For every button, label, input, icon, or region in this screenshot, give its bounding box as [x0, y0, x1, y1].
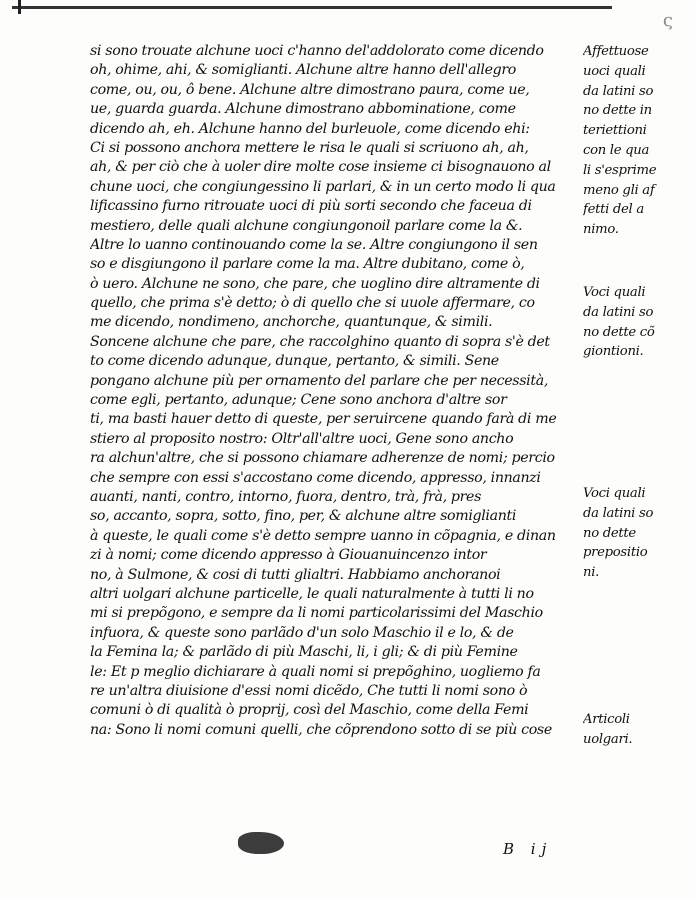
margin-note-line: Voci quali	[583, 285, 646, 300]
text-line: la Femina la; & parlãdo di più Maschi, li, i gli; & di più Femine	[90, 644, 518, 661]
text-line: infuora, & queste sono parlãdo d'un solo Maschio il e lo, & de	[90, 624, 514, 641]
text-line: si sono trouate alchune uoci c'hanno del'addolorato come dicendo	[90, 43, 544, 59]
text-line: zi à nomi; come dicendo appresso à Giouanuincenzo intor	[90, 547, 487, 564]
margin-note-line: no dette	[583, 525, 636, 541]
text-line: Soncene alchune che pare, che raccolghino quanto di sopra s'è det	[90, 333, 550, 350]
text-line: so, accanto, sopra, sotto, fino, per, & alchune altre somiglianti	[90, 508, 517, 525]
text-line: che sempre con essi s'accostano come dicendo, appresso, innanzi	[90, 469, 541, 486]
margin-note-line: meno gli af	[583, 182, 655, 198]
margin-note-interjections	[583, 42, 688, 240]
text-line: Altre lo uanno continouando come la se. Altre congiungono il sen	[90, 236, 538, 253]
margin-note-line: Voci quali	[583, 486, 646, 501]
margin-note-line: da latini so	[583, 83, 654, 99]
text-line: altri uolgari alchune particelle, le quali naturalmente à tutti li no	[90, 585, 534, 602]
text-line: ra alchun'altre, che si possono chiamare adherenze de nomi; percio	[90, 450, 555, 467]
text-line: quello, che prima s'è detto; ò di quello che si uuole affermare, co	[90, 295, 535, 312]
text-line: dicendo ah, eh. Alchune hanno del burleuole, come dicendo ehi:	[90, 120, 530, 137]
margin-note-line: nimo.	[583, 222, 619, 238]
text-line: so e disgiungono il parlare come la ma. Altre dubitano, come ò,	[90, 256, 525, 273]
margin-note-conjunctions	[583, 283, 688, 362]
margin-note-prepositions	[583, 484, 688, 583]
margin-note-line: li s'esprime	[583, 162, 657, 178]
margin-note-line: uolgari.	[583, 731, 633, 747]
text-line: lificassino furno ritrouate uoci di più sorti secondo che faceua di	[90, 198, 532, 215]
text-line: pongano alchune più per ornamento del parlare che per necessità,	[90, 372, 548, 389]
margin-note-articles	[583, 710, 688, 750]
text-line: stiero al proposito nostro: Oltr'all'altre uoci, Gene sono ancho	[90, 430, 514, 447]
text-line: na: Sono li nomi comuni quelli, che cõprendono sotto di se più cose	[90, 721, 552, 738]
text-line: oh, ohime, ahi, & somiglianti. Alchune altre hanno dell'allegro	[90, 62, 516, 79]
text-line: à queste, le quali come s'è detto sempre uanno in cõpagnia, e dinan	[90, 527, 556, 544]
margin-note-line: giontioni.	[583, 344, 644, 360]
page-signature: B ij	[503, 840, 553, 858]
text-line: mestiero, delle quali alchune congiungonoil parlare come la &.	[90, 217, 523, 234]
margin-note-line: no dette in	[583, 103, 652, 119]
text-line: come, ou, ou, ô bene. Alchune altre dimostrano paura, come ue,	[90, 81, 530, 98]
text-line: Ci si possono anchora mettere le risa le quali si scriuono ah, ah,	[90, 139, 529, 156]
ink-blot	[238, 832, 284, 854]
text-line: ue, guarda guarda. Alchune dimostrano abbominatione, come	[90, 101, 516, 118]
main-text-block	[90, 42, 576, 740]
text-line: ti, ma basti hauer detto di queste, per seruircene quando farà di me	[90, 411, 557, 428]
text-line: to come dicendo adunque, dunque, pertanto, & simili. Sene	[90, 353, 499, 370]
margin-note-line: Affettuose	[583, 44, 649, 59]
margin-note-line: no dette cõ	[583, 324, 655, 340]
text-line: come egli, pertanto, adunque; Cene sono anchora d'altre sor	[90, 392, 507, 409]
margin-note-line: Articoli	[583, 712, 630, 727]
margin-note-line: da latini so	[583, 505, 654, 521]
text-line: re un'altra diuisione d'essi nomi dicẽdo, Che tutti li nomi sono ò	[90, 682, 528, 699]
text-line: chune uoci, che congiungessino li parlari, & in un certo modo li qua	[90, 178, 556, 195]
text-line: le: Et p meglio dichiarare à quali nomi si prepõghino, uogliemo fa	[90, 663, 541, 680]
text-line: comuni ò di qualità ò proprij, così del Maschio, come della Femi	[90, 702, 529, 719]
top-page-edge	[12, 6, 612, 9]
margin-note-line: con le qua	[583, 142, 650, 158]
text-line: me dicendo, nondimeno, anchorche, quantunque, & simili.	[90, 314, 493, 331]
margin-note-line: da latini so	[583, 304, 654, 320]
text-line: ah, & per ciò che à uoler dire molte cose insieme ci bisognauono al	[90, 159, 551, 176]
text-line: ò uero. Alchune ne sono, che pare, che uoglino dire altramente di	[90, 275, 540, 292]
corner-mark: ς	[662, 10, 673, 31]
text-line: mi si prepõgono, e sempre da li nomi particolarissimi del Maschio	[90, 605, 543, 622]
text-line: auanti, nanti, contro, intorno, fuora, dentro, trà, frà, pres	[90, 488, 482, 505]
margin-note-line: prepositio	[583, 545, 648, 561]
margin-note-line: fetti del a	[583, 202, 644, 218]
text-line: no, à Sulmone, & cosi di tutti glialtri. Habbiamo anchoranoi	[90, 566, 501, 583]
page-edge-mark	[18, 0, 21, 14]
margin-note-line: teriettioni	[583, 123, 647, 139]
margin-note-line: ni.	[583, 565, 600, 581]
margin-note-line: uoci quali	[583, 63, 646, 79]
